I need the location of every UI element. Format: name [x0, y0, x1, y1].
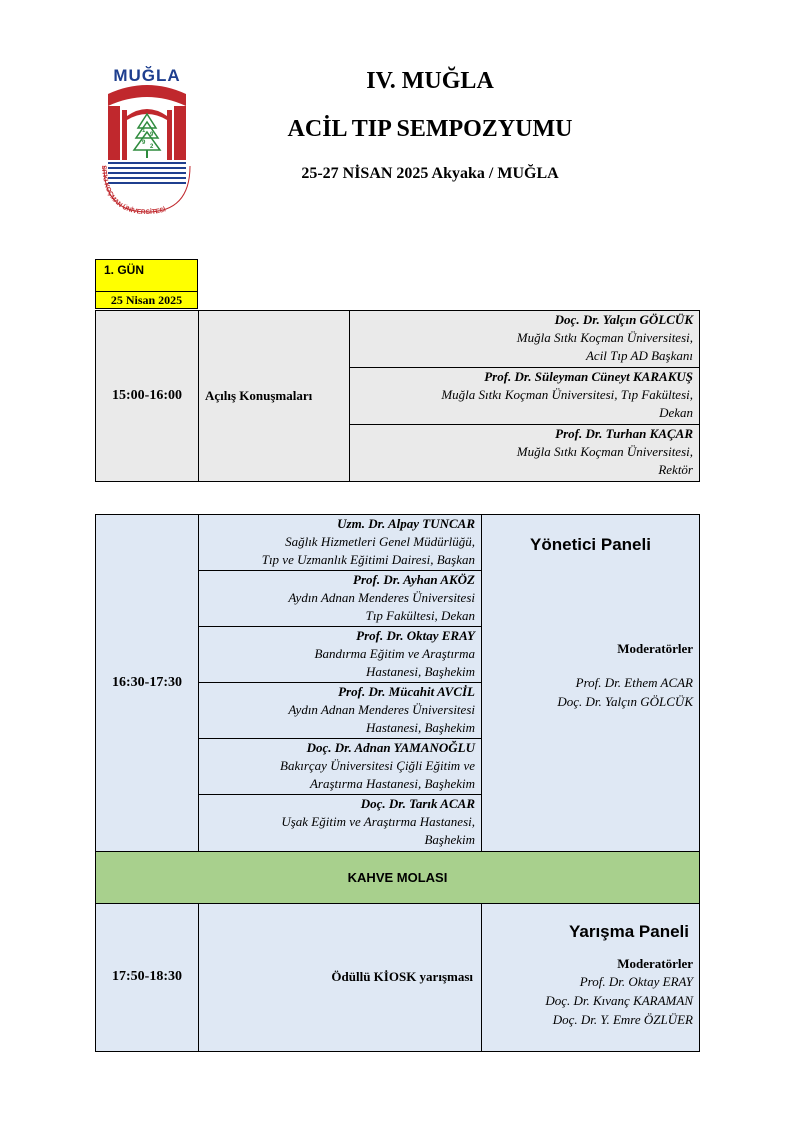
day-date: 25 Nisan 2025	[110, 293, 183, 307]
speaker-cell	[199, 515, 482, 571]
moderators-label: Moderatörler	[617, 955, 693, 971]
speaker-cell	[199, 739, 482, 795]
speaker-affiliation: Aydın Adnan Menderes Üniversitesi	[288, 590, 475, 606]
session-time: 15:00-16:00	[96, 311, 199, 482]
symposium-date-place: 25-27 NİSAN 2025 Akyaka / MUĞLA	[301, 165, 559, 182]
symposium-number: IV. MUĞLA	[366, 68, 494, 94]
speaker-affiliation: Muğla Sıtkı Koçman Üniversitesi,	[516, 330, 693, 345]
panel-info-cell	[482, 515, 700, 852]
logo-year-digit: 9	[142, 140, 146, 146]
speaker-affiliation: Uşak Eğitim ve Araştırma Hastanesi,	[281, 814, 475, 830]
speaker-affiliation: Dekan	[659, 405, 693, 420]
speaker-affiliation: Muğla Sıtkı Koçman Üniversitesi, Tıp Fakültesi,	[441, 387, 693, 402]
logo-year-digit: 9	[150, 132, 154, 138]
logo-year-digit: 1	[142, 128, 146, 134]
speaker-affiliation: Aydın Adnan Menderes Üniversitesi	[288, 702, 475, 718]
speaker-name: Doç. Dr. Yalçın GÖLCÜK	[554, 312, 693, 327]
speaker-affiliation: Araştırma Hastanesi, Başhekim	[309, 776, 475, 792]
coffee-break-row: KAHVE MOLASI	[96, 851, 700, 903]
speaker-cell	[199, 627, 482, 683]
session-title: Açılış Konuşmaları	[199, 311, 350, 482]
session-time: 16:30-17:30	[96, 515, 199, 852]
speaker-affiliation: Bakırçay Üniversitesi Çiğli Eğitim ve	[280, 758, 475, 774]
speaker-affiliation: Muğla Sıtkı Koçman Üniversitesi,	[516, 444, 693, 459]
university-logo	[98, 66, 196, 216]
speaker-name: Prof. Dr. Süleyman Cüneyt KARAKUŞ	[484, 369, 693, 384]
logo-year-digit: 2	[150, 144, 154, 150]
panel-sessions-table	[95, 514, 700, 1052]
speaker-name: Prof. Dr. Oktay ERAY	[356, 628, 475, 644]
speaker-affiliation: Başhekim	[424, 832, 475, 848]
day-number: 1. GÜN	[96, 260, 197, 292]
moderator-name: Doç. Dr. Kıvanç KARAMAN	[545, 992, 693, 1008]
speaker-name: Doç. Dr. Adnan YAMANOĞLU	[306, 740, 475, 756]
speaker-name: Prof. Dr. Turhan KAÇAR	[555, 426, 693, 441]
moderators-label: Moderatörler	[617, 641, 693, 656]
logo-stripes	[108, 162, 186, 184]
speaker-name: Prof. Dr. Ayhan AKÖZ	[353, 572, 475, 588]
moderator-name: Doç. Dr. Yalçın GÖLCÜK	[557, 694, 693, 709]
speaker-affiliation: Sağlık Hizmetleri Genel Müdürlüğü,	[285, 534, 475, 549]
panel-info-cell	[482, 903, 700, 1051]
speaker-cell	[350, 311, 700, 368]
speaker-affiliation: Tıp ve Uzmanlık Eğitimi Dairesi, Başkan	[261, 552, 475, 567]
moderator-name: Prof. Dr. Ethem ACAR	[575, 675, 693, 690]
logo-ring-text: SITKI KOÇMAN ÜNİVERSİTESİ	[100, 165, 167, 216]
logo-title: MUĞLA	[113, 66, 181, 85]
day-label-box	[95, 259, 198, 309]
speaker-cell	[199, 795, 482, 851]
panel-title: Yarışma Paneli	[568, 921, 689, 941]
speaker-name: Prof. Dr. Mücahit AVCİL	[338, 684, 475, 700]
speaker-affiliation: Tıp Fakültesi, Dekan	[365, 608, 475, 624]
opening-session-table	[95, 310, 700, 482]
speaker-cell	[199, 571, 482, 627]
speaker-name: Uzm. Dr. Alpay TUNCAR	[337, 516, 475, 531]
moderator-name: Prof. Dr. Oktay ERAY	[579, 973, 693, 989]
speaker-affiliation: Hastanesi, Başhekim	[365, 664, 475, 680]
panel-title: Yönetici Paneli	[530, 535, 651, 554]
symposium-title: ACİL TIP SEMPOZYUMU	[287, 116, 573, 142]
speaker-affiliation: Hastanesi, Başhekim	[365, 720, 475, 736]
speaker-cell	[350, 425, 700, 482]
speaker-cell	[199, 683, 482, 739]
session-title: Ödüllü KİOSK yarışması	[199, 903, 482, 1051]
speaker-affiliation: Rektör	[658, 462, 693, 477]
moderator-name: Doç. Dr. Y. Emre ÖZLÜER	[552, 1011, 693, 1027]
speaker-cell	[350, 368, 700, 425]
speaker-affiliation: Acil Tıp AD Başkanı	[585, 348, 693, 363]
speaker-affiliation: Bandırma Eğitim ve Araştırma	[314, 646, 475, 662]
speaker-name: Doç. Dr. Tarık ACAR	[360, 796, 475, 812]
session-time: 17:50-18:30	[96, 903, 199, 1051]
logo-tree-icon	[134, 114, 160, 158]
